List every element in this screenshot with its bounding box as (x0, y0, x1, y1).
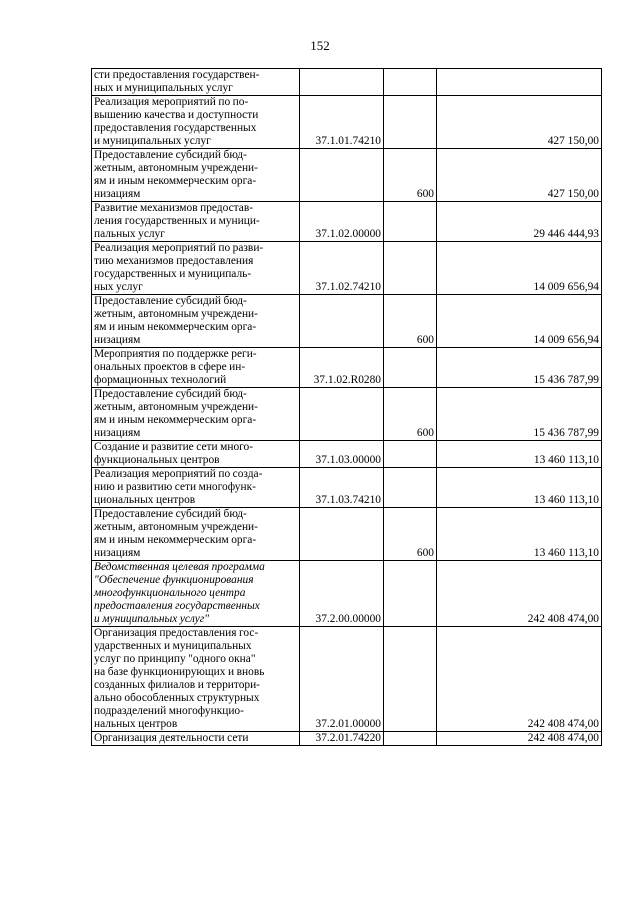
row-name-cell (92, 96, 300, 149)
row-name-line: ям и иным некоммерческим орга- (94, 175, 257, 187)
row-name-line: Реализация мероприятий по разви- (94, 242, 264, 254)
row-name-line: Ведомственная целевая программа (94, 561, 265, 573)
row-name-line: услуг по принципу "одного окна" (94, 653, 256, 665)
row-sum-cell: 15 436 787,99 (437, 348, 602, 388)
table-row (92, 732, 602, 746)
row-code-cell (300, 69, 384, 96)
row-name-line: созданных филиалов и территори- (94, 679, 260, 691)
row-name-cell (92, 441, 300, 468)
row-name-cell (92, 468, 300, 508)
table-row (92, 96, 602, 149)
row-name-cell (92, 388, 300, 441)
row-code-cell: 37.1.02.74210 (300, 242, 384, 295)
row-name-line: Развитие механизмов предостав- (94, 202, 253, 214)
row-type-cell (384, 732, 437, 746)
table-row (92, 508, 602, 561)
row-name-line: низациям (94, 188, 141, 200)
row-name-cell (92, 202, 300, 242)
row-code-cell (300, 508, 384, 561)
page-number: 152 (310, 38, 330, 53)
row-name-line: предоставления государственных (94, 122, 257, 134)
row-name-line: пальных услуг (94, 228, 165, 240)
row-name-line: "Обеспечение функционирования (94, 574, 254, 586)
row-sum-cell: 242 408 474,00 (437, 732, 602, 746)
row-name-line: Создание и развитие сети много- (94, 441, 254, 453)
row-code-cell: 37.1.02.00000 (300, 202, 384, 242)
row-name-cell (92, 561, 300, 627)
table-row (92, 295, 602, 348)
row-sum-cell: 13 460 113,10 (437, 441, 602, 468)
row-name-line: ных услуг (94, 281, 143, 293)
row-type-cell (384, 242, 437, 295)
row-sum-cell: 14 009 656,94 (437, 295, 602, 348)
row-name-line: ных и муниципальных услуг (94, 82, 233, 94)
row-name-line: жетным, автономным учреждени- (94, 521, 258, 533)
row-name-line: сти предоставления государствен- (94, 69, 260, 81)
row-name-line: ям и иным некоммерческим орга- (94, 534, 257, 546)
row-name-line: Предоставление субсидий бюд- (94, 149, 247, 161)
row-name-line: государственных и муниципаль- (94, 268, 252, 280)
table-row (92, 149, 602, 202)
row-name-line: ления государственных и муници- (94, 215, 260, 227)
row-name-line: нальных центров (94, 718, 178, 730)
row-sum-cell: 13 460 113,10 (437, 468, 602, 508)
row-sum-cell: 14 009 656,94 (437, 242, 602, 295)
row-name-line: подразделений многофункцио- (94, 705, 244, 717)
row-type-cell: 600 (384, 149, 437, 202)
row-type-cell (384, 627, 437, 732)
row-sum-cell: 15 436 787,99 (437, 388, 602, 441)
row-name-line: Организация предоставления гос- (94, 627, 259, 639)
row-name-line: нию и развитию сети многофунк- (94, 481, 256, 493)
row-name-cell (92, 732, 300, 746)
row-name-line: ональных проектов в сфере ин- (94, 361, 246, 373)
row-name-line: Реализация мероприятий по созда- (94, 468, 263, 480)
row-name-line: вышению качества и доступности (94, 109, 259, 121)
row-code-cell: 37.2.01.74220 (300, 732, 384, 746)
row-name-line: и муниципальных услуг (94, 135, 211, 147)
row-name-cell (92, 149, 300, 202)
row-name-cell (92, 348, 300, 388)
row-name-line: функциональных центров (94, 454, 220, 466)
table-row (92, 348, 602, 388)
table-row (92, 441, 602, 468)
row-name-line: низациям (94, 547, 141, 559)
row-type-cell: 600 (384, 295, 437, 348)
row-name-cell (92, 242, 300, 295)
row-sum-cell (437, 69, 602, 96)
row-code-cell: 37.1.03.00000 (300, 441, 384, 468)
row-name-line: Предоставление субсидий бюд- (94, 508, 247, 520)
row-code-cell (300, 149, 384, 202)
row-name-line: многофункционального центра (94, 587, 246, 599)
row-name-cell (92, 69, 300, 96)
row-type-cell (384, 69, 437, 96)
row-name-line: ударственных и муниципальных (94, 640, 252, 652)
row-name-line: на базе функционирующих и вновь (94, 666, 265, 678)
row-type-cell: 600 (384, 388, 437, 441)
row-name-line: Мероприятия по поддержке реги- (94, 348, 257, 360)
row-name-line: ям и иным некоммерческим орга- (94, 414, 257, 426)
row-name-line: Организация деятельности сети (94, 732, 249, 744)
table-body (92, 69, 602, 746)
row-code-cell: 37.1.02.R0280 (300, 348, 384, 388)
table-row (92, 202, 602, 242)
row-type-cell (384, 468, 437, 508)
budget-table (91, 68, 602, 746)
row-name-line: жетным, автономным учреждени- (94, 308, 258, 320)
row-name-line: предоставления государственных (94, 600, 260, 612)
row-sum-cell: 427 150,00 (437, 149, 602, 202)
row-code-cell: 37.1.01.74210 (300, 96, 384, 149)
table-row (92, 242, 602, 295)
row-name-line: Реализация мероприятий по по- (94, 96, 249, 108)
row-code-cell: 37.2.00.00000 (300, 561, 384, 627)
row-name-line: Предоставление субсидий бюд- (94, 388, 247, 400)
row-code-cell (300, 388, 384, 441)
row-type-cell (384, 348, 437, 388)
table-row (92, 69, 602, 96)
row-name-cell (92, 508, 300, 561)
row-sum-cell: 427 150,00 (437, 96, 602, 149)
table-row (92, 468, 602, 508)
row-name-line: низациям (94, 427, 141, 439)
row-type-cell (384, 561, 437, 627)
table-row (92, 627, 602, 732)
row-sum-cell: 13 460 113,10 (437, 508, 602, 561)
row-sum-cell: 29 446 444,93 (437, 202, 602, 242)
row-type-cell (384, 202, 437, 242)
row-name-line: и муниципальных услуг" (94, 613, 210, 625)
row-type-cell: 600 (384, 508, 437, 561)
row-name-cell (92, 295, 300, 348)
row-name-line: жетным, автономным учреждени- (94, 162, 258, 174)
row-type-cell (384, 96, 437, 149)
row-name-line: жетным, автономным учреждени- (94, 401, 258, 413)
row-type-cell (384, 441, 437, 468)
row-name-line: тию механизмов предоставления (94, 255, 254, 267)
row-name-line: формационных технологий (94, 374, 227, 386)
table-row (92, 561, 602, 627)
row-sum-cell: 242 408 474,00 (437, 561, 602, 627)
row-name-cell (92, 627, 300, 732)
row-code-cell: 37.1.03.74210 (300, 468, 384, 508)
table-row (92, 388, 602, 441)
row-code-cell: 37.2.01.00000 (300, 627, 384, 732)
row-name-line: ально обособленных структурных (94, 692, 260, 704)
row-name-line: ям и иным некоммерческим орга- (94, 321, 257, 333)
row-name-line: циональных центров (94, 494, 196, 506)
row-name-line: Предоставление субсидий бюд- (94, 295, 247, 307)
row-code-cell (300, 295, 384, 348)
row-sum-cell: 242 408 474,00 (437, 627, 602, 732)
row-name-line: низациям (94, 334, 141, 346)
